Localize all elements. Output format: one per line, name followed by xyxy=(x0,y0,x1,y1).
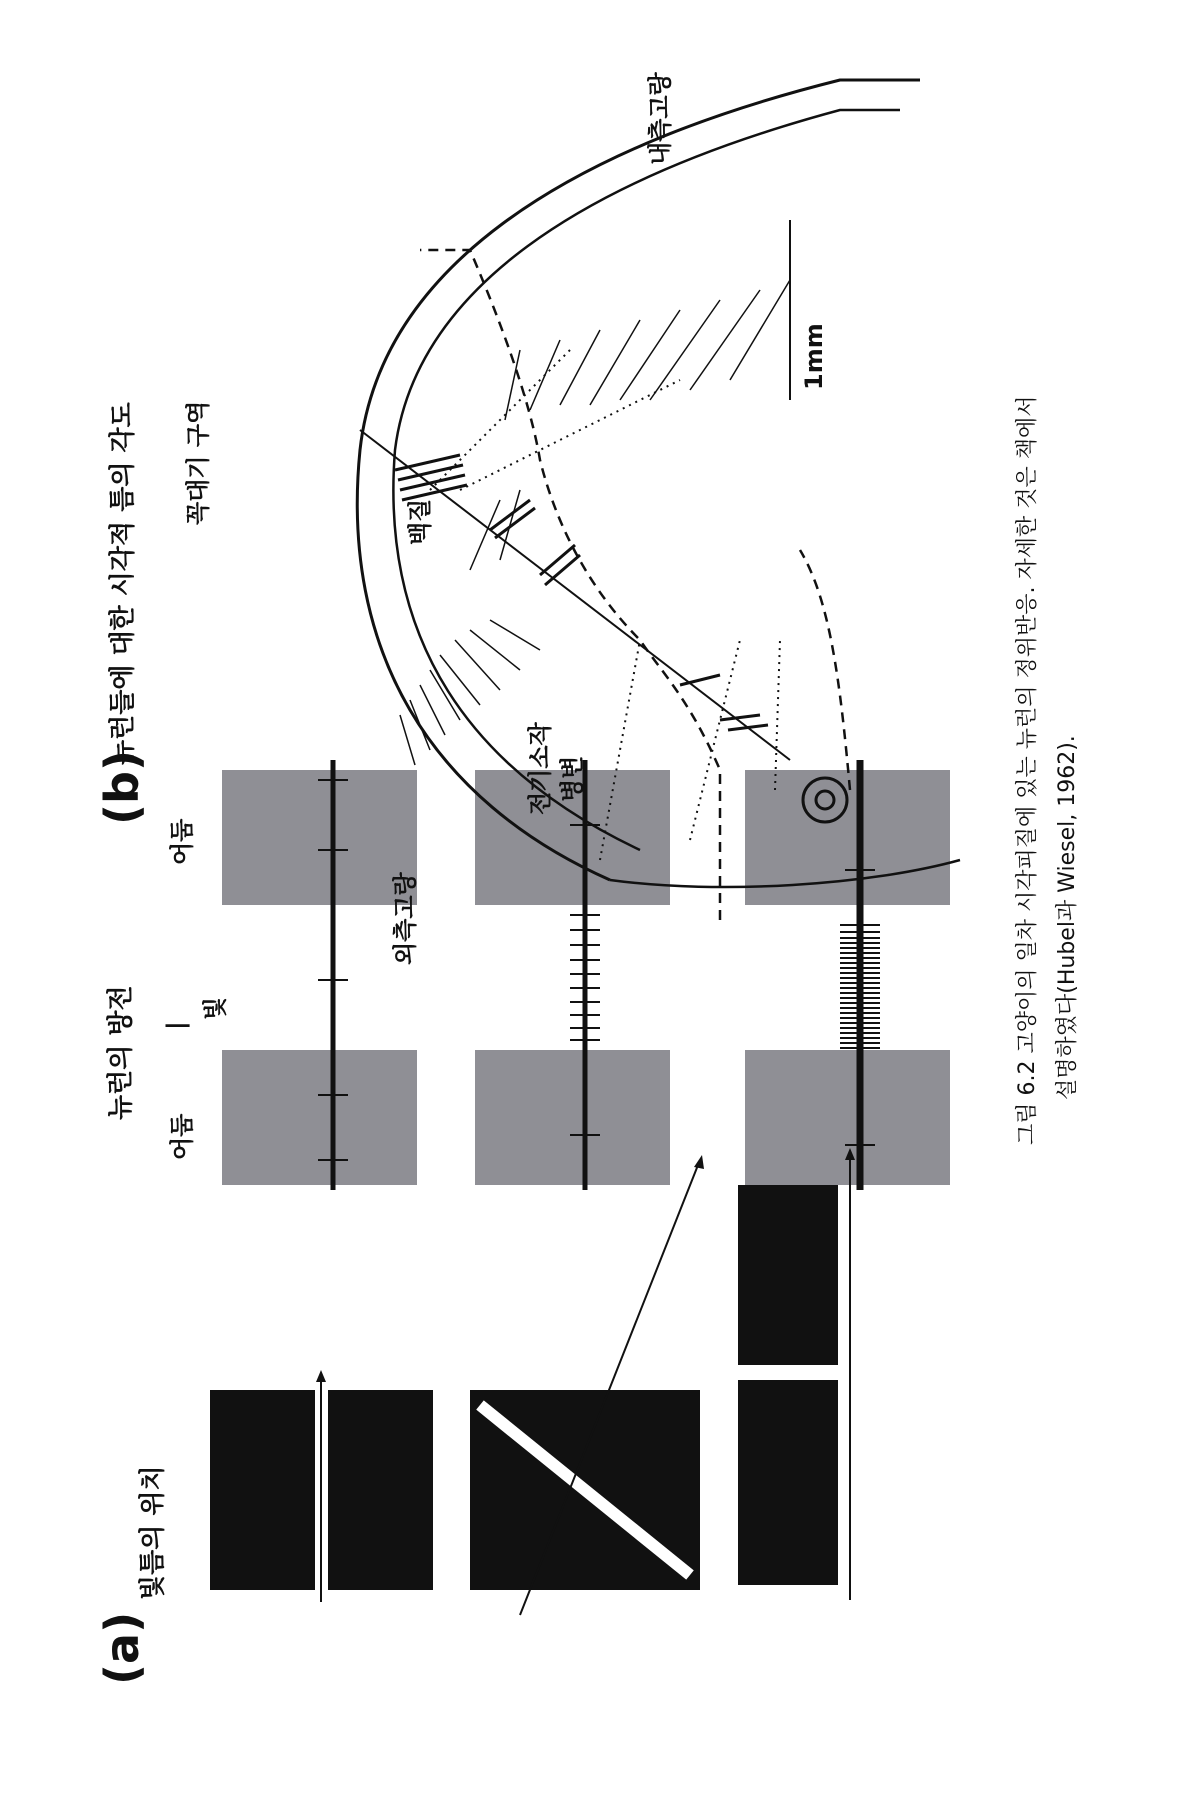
light-marker: | xyxy=(162,1021,190,1030)
white-matter-label: 백질 xyxy=(406,498,434,545)
dark-label-right: 어둠 xyxy=(168,818,196,865)
sulcus-left-outline xyxy=(610,860,960,887)
lateral-sulcus-label: 외측고랑 xyxy=(391,872,419,965)
panel-b-title: 뉴런들에 대한 시각적 틈의 각도 xyxy=(108,402,138,765)
electrode-track xyxy=(360,430,790,760)
lesion-outer-ring xyxy=(803,778,847,822)
white-matter-boundary-2 xyxy=(800,550,850,790)
cortex-inner-surface xyxy=(393,110,900,850)
radial-fibres xyxy=(400,280,790,765)
orientation-marks-track xyxy=(395,455,768,730)
dark-label-left: 어둠 xyxy=(168,1113,196,1160)
lesion-label-line1: 전기소작 xyxy=(526,722,554,815)
medial-sulcus-label: 내측고랑 xyxy=(646,72,674,165)
light-label: 빛 xyxy=(201,996,229,1020)
figure-caption-line2: 설명하였다(Hubel과 Wiesel, 1962). xyxy=(1055,735,1080,1100)
figure-caption-line1: 그림 6.2 고양이의 일차 시각피질에 있는 뉴런의 정위반응. 자세한 것은 책에서 xyxy=(1015,395,1040,1145)
lesion-inner-ring xyxy=(816,791,834,809)
convexity-region-label: 꼭대기 구역 xyxy=(184,400,212,525)
scale-bar-label: 1mm xyxy=(800,323,828,390)
neuron-firing-heading: 뉴런의 방전 xyxy=(106,985,136,1120)
slit-position-heading: 빛틈의 위치 xyxy=(138,1465,168,1600)
lesion-label-line2: 병변 xyxy=(558,755,586,802)
panel-b-label: (b) xyxy=(95,750,149,825)
panel-a-label: (a) xyxy=(95,1611,149,1685)
dotted-zone-lines xyxy=(430,350,780,860)
